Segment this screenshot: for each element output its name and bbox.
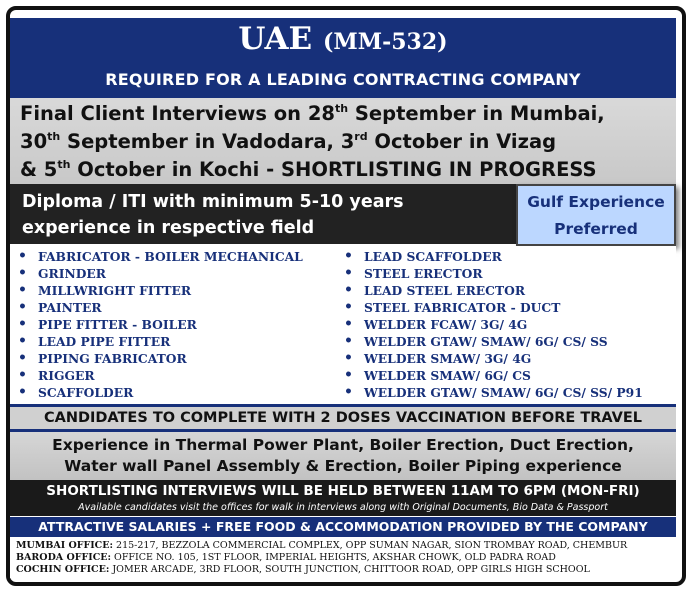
interview-day: 30: [20, 130, 48, 153]
office-baroda: [16, 552, 676, 564]
interview-text: September in Vadodara,: [60, 130, 341, 153]
office-cochin: [16, 564, 676, 576]
interview-line-3: [20, 156, 676, 184]
interview-text: &: [20, 158, 44, 181]
office-address: OFFICE NO. 105, 1ST FLOOR, IMPERIAL HEIGHTS, AKSHAR CHOWK, OLD PADRA ROAD: [114, 552, 556, 563]
interview-text: Final Client Interviews on: [20, 102, 308, 125]
position-item: • GRINDER: [10, 265, 303, 282]
experience-requirements: [10, 432, 676, 480]
vaccination-notice: CANDIDATES TO COMPLETE WITH 2 DOSES VACCINATION BEFORE TRAVEL: [10, 404, 676, 432]
ordinal-suffix: rd: [354, 129, 368, 143]
qualification-line-1: Diploma / ITI with minimum 5-10 years: [22, 192, 404, 212]
experience-line-1: Experience in Thermal Power Plant, Boiler Erection, Duct Erection,: [52, 436, 634, 454]
ordinal-suffix: th: [334, 101, 349, 115]
interview-schedule: [10, 98, 676, 184]
country-title: UAE: [238, 21, 313, 57]
badge-line-2: Preferred: [554, 220, 638, 238]
position-item: • STEEL ERECTOR: [336, 265, 643, 282]
office-label: COCHIN OFFICE:: [16, 564, 110, 575]
office-mumbai: [16, 540, 676, 552]
position-item: • WELDER SMAW/ 6G/ CS: [336, 367, 643, 384]
positions-column-left: [10, 248, 303, 401]
position-item: • PIPE FITTER - BOILER: [10, 316, 303, 333]
position-item: • WELDER GTAW/ SMAW/ 6G/ CS/ SS: [336, 333, 643, 350]
position-item: • WELDER SMAW/ 3G/ 4G: [336, 350, 643, 367]
position-item: • WELDER FCAW/ 3G/ 4G: [336, 316, 643, 333]
position-item: • SCAFFOLDER: [10, 384, 303, 401]
qualification-line-2: experience in respective field: [22, 218, 315, 238]
positions-list: [10, 246, 676, 404]
interview-text: October in Kochi - SHORTLISTING IN PROGRESS: [70, 158, 597, 181]
badge-line-1: Gulf Experience: [527, 193, 665, 211]
shortlisting-hours: SHORTLISTING INTERVIEWS WILL BE HELD BETWEEN 11AM TO 6PM (MON-FRI): [46, 483, 640, 499]
position-item: • MILLWRIGHT FITTER: [10, 282, 303, 299]
page-title: [10, 18, 676, 61]
shortlisting-banner: [10, 480, 676, 516]
office-label: BARODA OFFICE:: [16, 552, 112, 563]
position-item: • RIGGER: [10, 367, 303, 384]
ordinal-suffix: th: [57, 157, 71, 171]
positions-column-right: [336, 248, 643, 401]
ordinal-suffix: th: [47, 129, 61, 143]
position-item: • LEAD PIPE FITTER: [10, 333, 303, 350]
position-item: • FABRICATOR - BOILER MECHANICAL: [10, 248, 303, 265]
position-item: • PIPING FABRICATOR: [10, 350, 303, 367]
interview-day: 3: [340, 130, 355, 153]
benefits-banner: ATTRACTIVE SALARIES + FREE FOOD & ACCOMMODATION PROVIDED BY THE COMPANY: [10, 517, 676, 537]
office-address: JOMER ARCADE, 3RD FLOOR, SOUTH JUNCTION, CHITTOOR ROAD, OPP GIRLS HIGH SCHOOL: [112, 564, 590, 575]
experience-line-2: Water wall Panel Assembly & Erection, Boiler Piping experience: [64, 457, 622, 475]
office-address: 215-217, BEZZOLA COMMERCIAL COMPLEX, OPP SUMAN NAGAR, SION TROMBAY ROAD, CHEMBUR: [116, 540, 628, 551]
subtitle: REQUIRED FOR A LEADING CONTRACTING COMPANY: [105, 70, 581, 89]
gulf-experience-badge: [516, 184, 676, 246]
interview-line-2: [20, 128, 676, 156]
office-label: MUMBAI OFFICE:: [16, 540, 113, 551]
interview-text: September in Mumbai,: [348, 102, 605, 125]
interview-text: October in Vizag: [367, 130, 557, 153]
position-item: • WELDER GTAW/ SMAW/ 6G/ CS/ SS/ P91: [336, 384, 643, 401]
title-banner: [10, 18, 676, 98]
position-item: • LEAD STEEL ERECTOR: [336, 282, 643, 299]
job-code: (MM-532): [322, 29, 448, 55]
position-item: • LEAD SCAFFOLDER: [336, 248, 643, 265]
interview-line-1: [20, 100, 676, 128]
walk-in-note: Available candidates visit the offices for walk in interviews along with Original Documents, Bio Data & Passport: [78, 502, 608, 513]
interview-day: 28: [307, 102, 335, 125]
position-item: • STEEL FABRICATOR - DUCT: [336, 299, 643, 316]
interview-day: 5: [43, 158, 58, 181]
position-item: • PAINTER: [10, 299, 303, 316]
office-addresses: [10, 538, 676, 578]
